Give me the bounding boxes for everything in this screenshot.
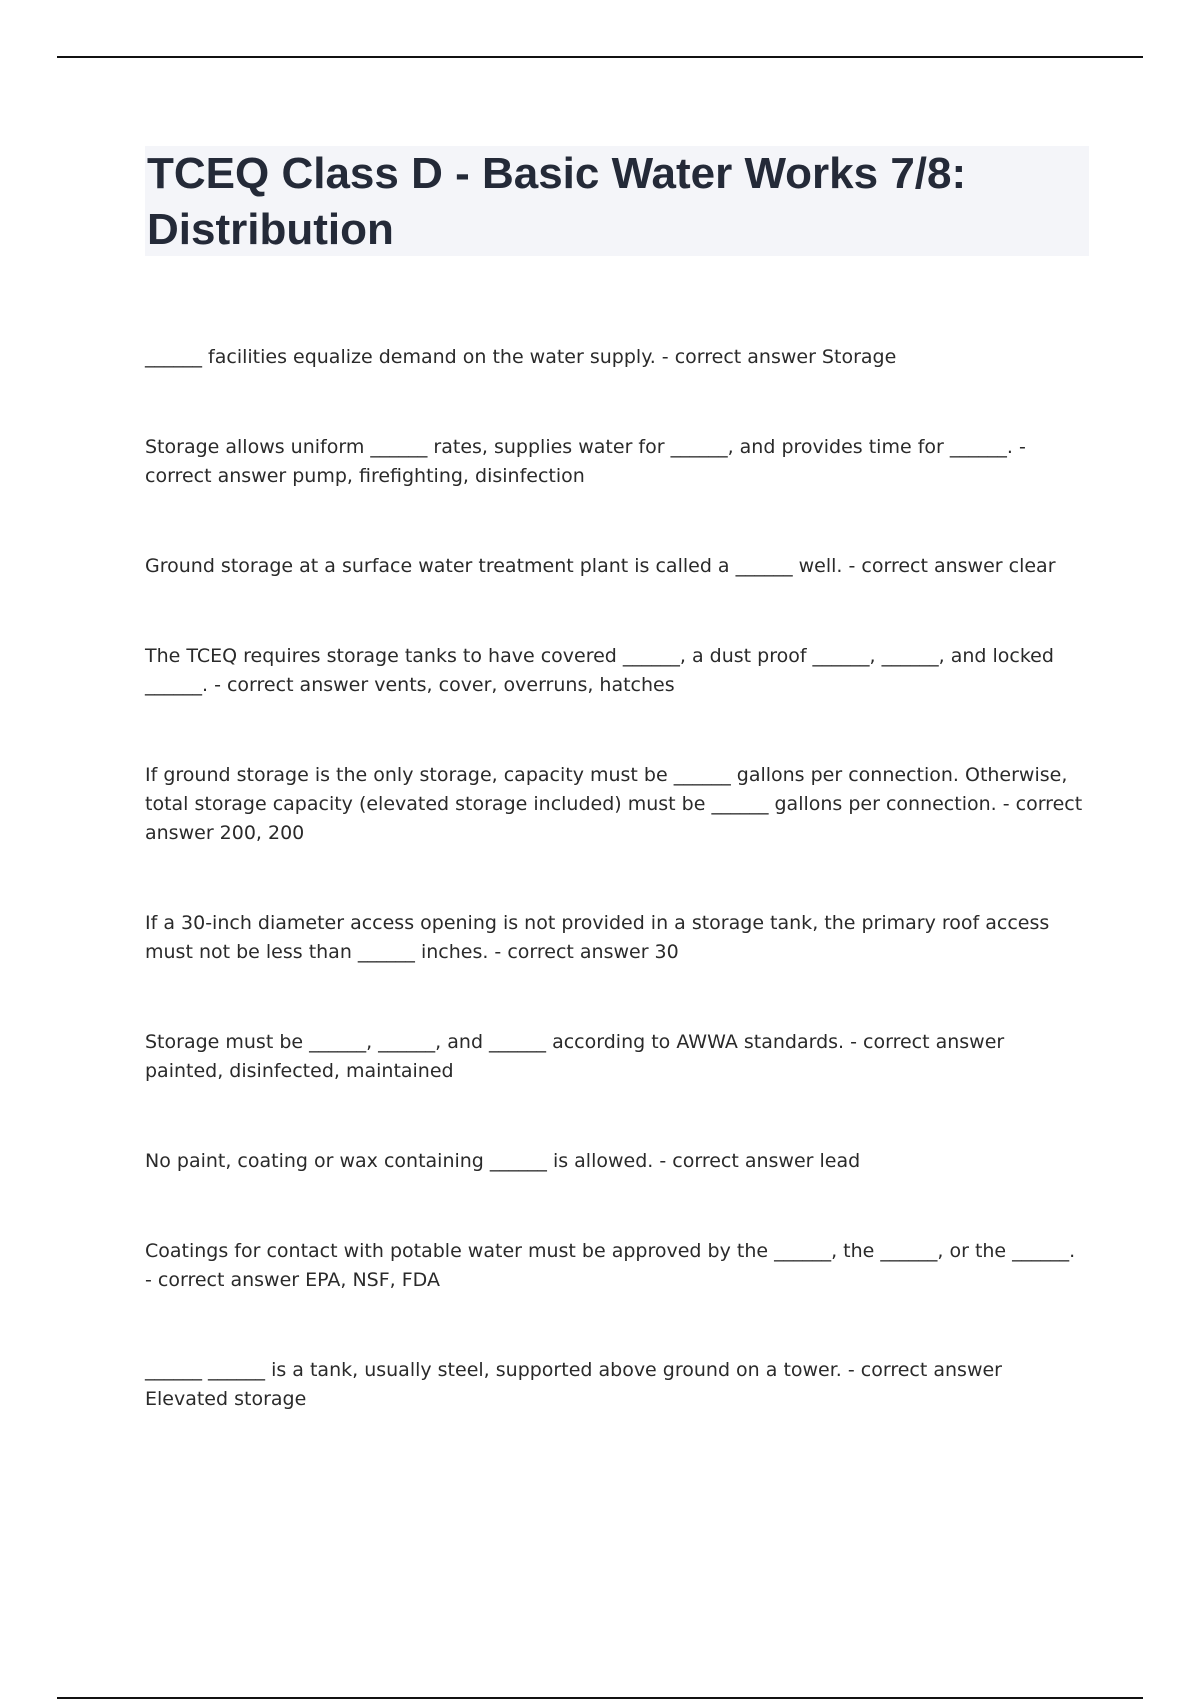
answer-text: correct answer 30 bbox=[507, 941, 679, 963]
qa-item bbox=[145, 642, 1085, 700]
footer-rule bbox=[57, 1697, 1143, 1699]
answer-separator: - bbox=[996, 793, 1016, 815]
qa-item bbox=[145, 909, 1085, 967]
answer-text: correct answer clear bbox=[861, 555, 1056, 577]
qa-item bbox=[145, 343, 1085, 372]
qa-item bbox=[145, 1028, 1085, 1086]
answer-separator: - bbox=[488, 941, 508, 963]
qa-item bbox=[145, 552, 1085, 581]
answer-text: correct answer painted, disinfected, maintained bbox=[145, 1031, 1005, 1082]
question-text: No paint, coating or wax containing ______ is allowed. bbox=[145, 1150, 654, 1172]
answer-text: correct answer EPA, NSF, FDA bbox=[157, 1269, 440, 1291]
question-text: ______ facilities equalize demand on the water supply. bbox=[145, 346, 656, 368]
question-text: The TCEQ requires storage tanks to have covered ______, a dust proof ______, ______, and locked ______. bbox=[145, 645, 1054, 696]
answer-text: correct answer Storage bbox=[674, 346, 897, 368]
answer-separator: - bbox=[653, 1150, 673, 1172]
answer-separator: - bbox=[655, 346, 675, 368]
answer-text: correct answer 200, 200 bbox=[145, 793, 1083, 844]
qa-item bbox=[145, 1237, 1085, 1295]
document-title: TCEQ Class D - Basic Water Works 7/8: Distribution bbox=[147, 149, 967, 254]
question-text: Ground storage at a surface water treatment plant is called a ______ well. bbox=[145, 555, 843, 577]
answer-text: correct answer Elevated storage bbox=[145, 1359, 1002, 1410]
answer-text: correct answer vents, cover, overruns, hatches bbox=[226, 674, 675, 696]
question-text: ______ ______ is a tank, usually steel, supported above ground on a tower. bbox=[145, 1359, 842, 1381]
answer-separator: - bbox=[145, 1269, 158, 1291]
answer-text: correct answer lead bbox=[672, 1150, 861, 1172]
header-rule bbox=[57, 56, 1143, 58]
answer-separator: - bbox=[844, 1031, 864, 1053]
qa-item bbox=[145, 1356, 1085, 1414]
answer-separator: - bbox=[841, 1359, 861, 1381]
question-text: Storage must be ______, ______, and ______ according to AWWA standards. bbox=[145, 1031, 845, 1053]
question-text: Storage allows uniform ______ rates, supplies water for ______, and provides time for ______. bbox=[145, 436, 1013, 458]
qa-list bbox=[145, 343, 1085, 1475]
answer-text: correct answer pump, firefighting, disinfection bbox=[145, 465, 585, 487]
qa-item bbox=[145, 761, 1085, 848]
question-text: Coatings for contact with potable water must be approved by the ______, the ______, or the ______. bbox=[145, 1240, 1076, 1262]
question-text: If a 30-inch diameter access opening is not provided in a storage tank, the primary roof access must not be less than ______ inches. bbox=[145, 912, 1050, 963]
qa-item bbox=[145, 433, 1085, 491]
title-banner bbox=[145, 146, 1089, 256]
answer-separator: - bbox=[1012, 436, 1026, 458]
answer-separator: - bbox=[842, 555, 862, 577]
answer-separator: - bbox=[208, 674, 227, 696]
question-text: If ground storage is the only storage, capacity must be ______ gallons per connection. Otherwise, total storage capacity (elevated storage included) must be ______ gallons per connection. bbox=[145, 764, 1068, 815]
qa-item bbox=[145, 1147, 1085, 1176]
